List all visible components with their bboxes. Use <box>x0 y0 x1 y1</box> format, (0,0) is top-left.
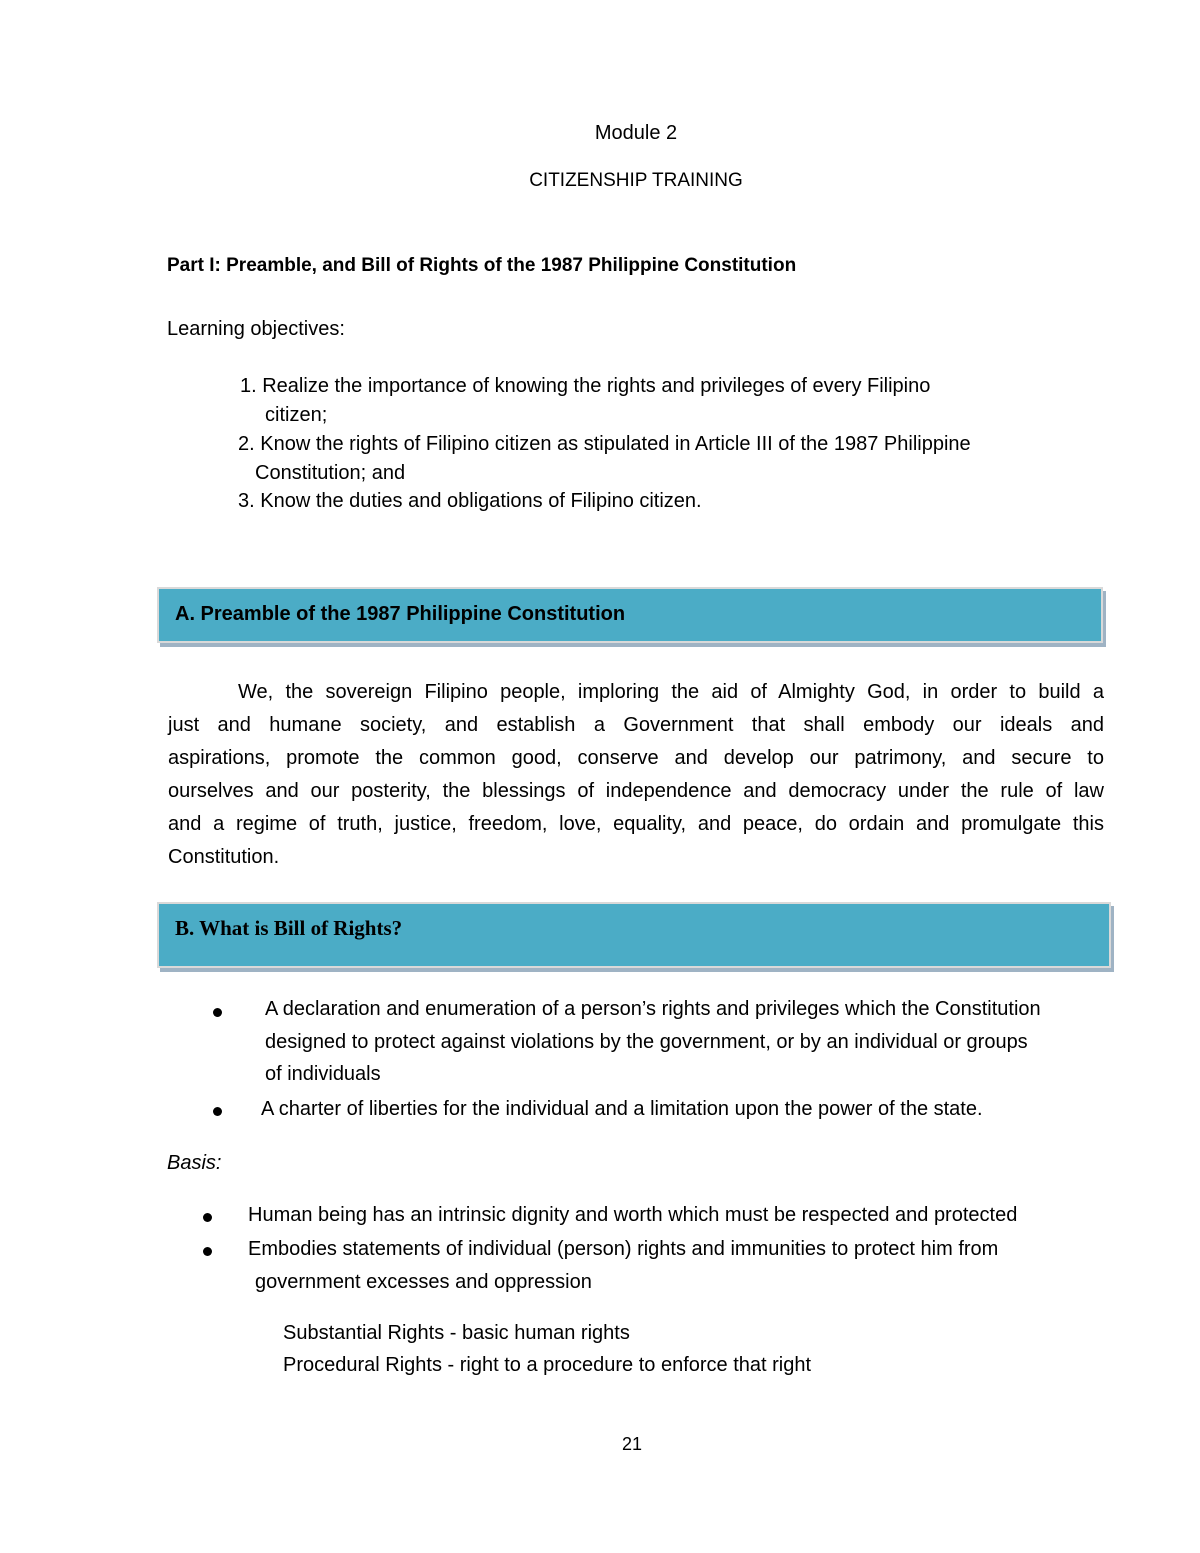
preamble-line: aspirations, promote the common good, conserve and develop our patrimony, and secure to <box>168 747 1104 769</box>
basis-label: Basis: <box>167 1152 222 1174</box>
preamble-line: and a regime of truth, justice, freedom, love, equality, and peace, do ordain and promulgate this <box>168 813 1104 835</box>
bullet-2: A charter of liberties for the individual and a limitation upon the power of the state. <box>261 1098 983 1120</box>
preamble-text <box>168 676 1104 874</box>
objective-1-line-2: citizen; <box>265 404 328 426</box>
preamble-line: ourselves and our posterity, the blessings of independence and democracy under the rule of law <box>168 780 1104 802</box>
objective-3: 3. Know the duties and obligations of Filipino citizen. <box>238 490 702 512</box>
module-subtitle: CITIZENSHIP TRAINING <box>529 170 743 191</box>
objective-1-line-1: 1. Realize the importance of knowing the rights and privileges of every Filipino <box>240 375 931 397</box>
section-a-heading: A. Preamble of the 1987 Philippine Constitution <box>175 603 626 625</box>
section-a-header <box>157 587 1103 643</box>
bullet-icon <box>203 1213 212 1222</box>
bullet-1-line-3: of individuals <box>265 1063 381 1085</box>
page-number: 21 <box>621 1434 643 1454</box>
bullet-1-line-2: designed to protect against violations by the government, or by an individual or groups <box>265 1031 1028 1053</box>
basis-bullet-2-line-2: government excesses and oppression <box>255 1271 592 1293</box>
bullet-1-line-1: A declaration and enumeration of a person’s rights and privileges which the Constitution <box>265 998 1041 1020</box>
bullet-icon <box>213 1107 222 1116</box>
substantial-rights: Substantial Rights - basic human rights <box>283 1322 630 1344</box>
objective-2-line-2: Constitution; and <box>255 462 406 484</box>
basis-bullet-2-line-1: Embodies statements of individual (person) rights and immunities to protect him from <box>248 1238 999 1260</box>
part-title: Part I: Preamble, and Bill of Rights of the 1987 Philippine Constitution <box>167 255 797 276</box>
objective-2-line-1: 2. Know the rights of Filipino citizen as stipulated in Article III of the 1987 Philippine <box>238 433 971 455</box>
preamble-line: We, the sovereign Filipino people, imploring the aid of Almighty God, in order to build a <box>238 681 1104 703</box>
bullet-icon <box>203 1247 212 1256</box>
preamble-line: Constitution. <box>168 846 280 868</box>
section-b-heading: B. What is Bill of Rights? <box>175 916 403 940</box>
module-title: Module 2 <box>594 122 678 144</box>
preamble-line: just and humane society, and establish a Government that shall embody our ideals and <box>168 714 1104 736</box>
learning-objectives-label: Learning objectives: <box>167 318 345 340</box>
procedural-rights: Procedural Rights - right to a procedure to enforce that right <box>283 1354 812 1376</box>
basis-bullet-1: Human being has an intrinsic dignity and worth which must be respected and protected <box>248 1204 1018 1226</box>
bullet-icon <box>213 1008 222 1017</box>
section-b-header <box>157 902 1111 968</box>
